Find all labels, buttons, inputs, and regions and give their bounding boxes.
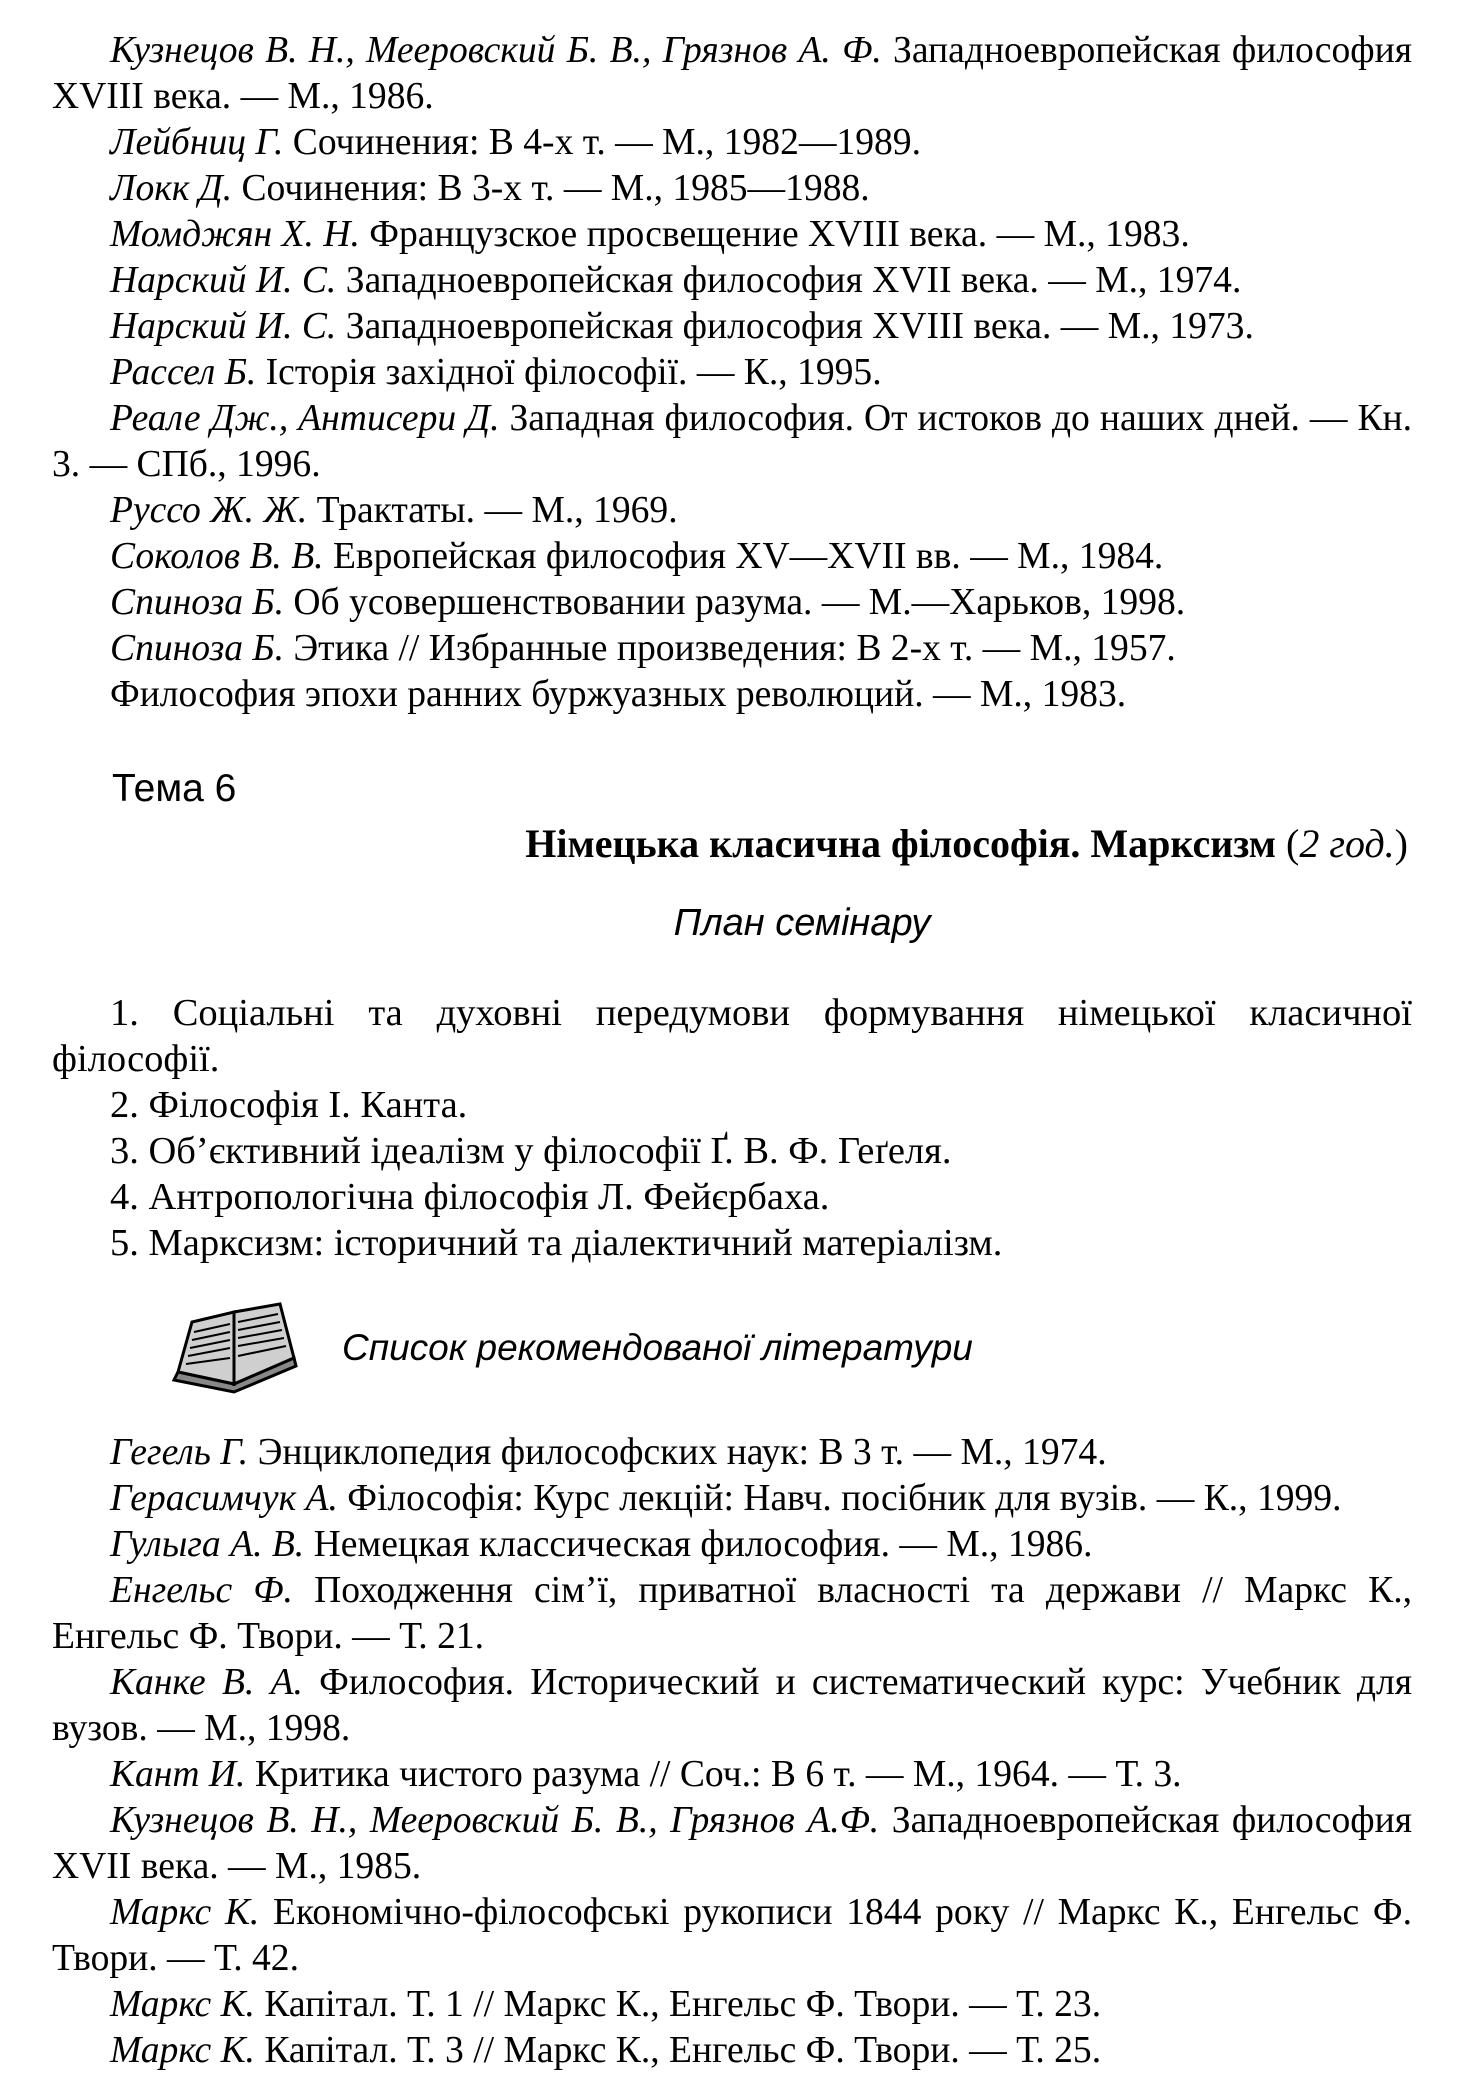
literature-item	[52, 1660, 1412, 1752]
plan-item: 1. Соціальні та духовні передумови формування німецької класичної філософії.	[52, 992, 1412, 1080]
topic-title	[52, 818, 1412, 870]
literature-list	[52, 1430, 1412, 2074]
reference-text: Западная философия. От истоков до наших дней. — Кн. 3. — СПб., 1996.	[52, 398, 1413, 485]
reference-authors: Спиноза Б.	[110, 628, 284, 669]
literature-header	[170, 1300, 1412, 1396]
literature-text: Западноевропейская философия XVII века. — М., 1985.	[52, 1800, 1412, 1887]
reference-item	[52, 166, 1412, 212]
reference-item	[52, 396, 1412, 488]
literature-authors: Гулыга А. В.	[110, 1524, 305, 1565]
literature-authors: Маркс К.	[110, 1984, 255, 2025]
plan-item: 3. Об’єктивний ідеалізм у філософії Ґ. В. Ф. Геґеля.	[110, 1130, 952, 1172]
literature-item	[52, 1522, 1412, 1568]
literature-text: Философия. Исторический и систематический курс: Учебник для вузов. — М., 1998.	[52, 1662, 1413, 1749]
reference-authors: Соколов В. В.	[110, 536, 324, 577]
literature-item	[52, 1982, 1412, 2028]
top-reference-list	[52, 28, 1412, 718]
literature-item	[52, 1430, 1412, 1476]
literature-authors: Енгельс Ф.	[110, 1570, 293, 1611]
reference-authors: Кузнецов В. Н., Мееровский Б. В., Грязнов А. Ф.	[110, 30, 882, 71]
literature-text: Економічно-філософські рукописи 1844 року // Маркс К., Енгельс Ф. Твори. — Т. 42.	[52, 1892, 1412, 1979]
reference-text: Сочинения: В 4-х т. — М., 1982—1989.	[283, 122, 921, 163]
topic-hours: (2 год.)	[1286, 821, 1408, 866]
reference-item	[52, 672, 1412, 718]
reference-item	[52, 580, 1412, 626]
reference-text: Западноевропейская философия XVIII века. — М., 1986.	[52, 30, 1412, 117]
plan-item: 4. Антропологічна філософія Л. Фейєрбаха.	[110, 1176, 830, 1218]
literature-text: Капітал. Т. 3 // Маркс К., Енгельс Ф. Твори. — Т. 25.	[254, 2030, 1102, 2071]
reference-text: Этика // Избранные произведения: В 2-х т. — М., 1957.	[283, 628, 1176, 669]
reference-authors: Руссо Ж. Ж.	[110, 490, 308, 531]
literature-authors: Кузнецов В. Н., Мееровский Б. В., Грязнов А.Ф.	[110, 1800, 880, 1841]
literature-authors: Маркс К.	[110, 1892, 260, 1933]
reference-text: Западноевропейская философия XVIII века. — М., 1973.	[336, 306, 1254, 347]
reference-text: Трактаты. — М., 1969.	[307, 490, 678, 531]
literature-item	[52, 1568, 1412, 1660]
topic-label: Тема 6	[112, 767, 237, 810]
reference-authors: Спиноза Б.	[110, 582, 284, 623]
document-page	[52, 28, 1412, 2074]
plan-item: 2. Філософія І. Канта.	[110, 1084, 468, 1126]
literature-authors: Кант И.	[110, 1754, 246, 1795]
reference-text: Европейская философия XV—XVII вв. — М., 1984.	[323, 536, 1164, 577]
reference-authors: Лейбниц Г.	[110, 122, 284, 163]
reference-authors: Реале Дж., Антисери Д.	[110, 398, 500, 439]
literature-text: Немецкая классическая философия. — М., 1986.	[304, 1524, 1093, 1565]
literature-item	[52, 1476, 1412, 1522]
literature-authors: Гегель Г.	[110, 1432, 249, 1473]
reference-authors: Рассел Б.	[110, 352, 257, 393]
literature-item	[52, 2028, 1412, 2074]
reference-text: Французское просвещение XVIII века. — М., 1983.	[359, 214, 1190, 255]
reference-text: Об усовершенствовании разума. — М.—Харьков, 1998.	[283, 582, 1186, 623]
reference-item	[52, 212, 1412, 258]
reference-text: Западноевропейская философия XVII века. — М., 1974.	[336, 260, 1242, 301]
literature-authors: Канке В. А.	[110, 1662, 303, 1703]
open-book-icon	[170, 1300, 300, 1396]
literature-authors: Маркс К.	[110, 2030, 255, 2071]
reference-item	[52, 626, 1412, 672]
seminar-plan-list	[52, 990, 1412, 1266]
literature-title: Список рекомендованої літератури	[342, 1327, 973, 1368]
reference-item	[52, 120, 1412, 166]
reference-item	[52, 304, 1412, 350]
literature-text: Походження сім’ї, приватної власності та держави // Маркс К., Енгельс Ф. Твори. — Т. 21.	[52, 1570, 1412, 1657]
reference-item	[52, 534, 1412, 580]
reference-text: Історія західної філософії. — К., 1995.	[256, 352, 882, 393]
topic-title-text: Німецька класична філософія. Марксизм	[525, 821, 1277, 866]
reference-item	[52, 488, 1412, 534]
reference-item	[52, 28, 1412, 120]
reference-authors: Момджян Х. Н.	[110, 214, 360, 255]
reference-item	[52, 350, 1412, 396]
literature-text: Капітал. Т. 1 // Маркс К., Енгельс Ф. Твори. — Т. 23.	[254, 1984, 1102, 2025]
reference-item	[52, 258, 1412, 304]
reference-text: Философия эпохи ранних буржуазных революций. — М., 1983.	[110, 674, 1127, 715]
literature-text: Энциклопедия философских наук: В 3 т. — М., 1974.	[248, 1432, 1107, 1473]
literature-authors: Герасимчук А.	[110, 1478, 338, 1519]
literature-item	[52, 1890, 1412, 1982]
literature-text: Критика чистого разума // Соч.: В 6 т. — М., 1964. — Т. 3.	[245, 1754, 1182, 1795]
literature-item	[52, 1752, 1412, 1798]
plan-title: План семінару	[673, 902, 931, 944]
reference-authors: Нарский И. С.	[110, 306, 337, 347]
literature-item	[52, 1798, 1412, 1890]
literature-text: Філософія: Курс лекцій: Навч. посібник для вузів. — К., 1999.	[337, 1478, 1342, 1519]
reference-authors: Нарский И. С.	[110, 260, 337, 301]
reference-authors: Локк Д.	[110, 168, 233, 209]
plan-item: 5. Марксизм: історичний та діалектичний матеріалізм.	[110, 1222, 1003, 1264]
reference-text: Сочинения: В 3-х т. — М., 1985—1988.	[232, 168, 870, 209]
